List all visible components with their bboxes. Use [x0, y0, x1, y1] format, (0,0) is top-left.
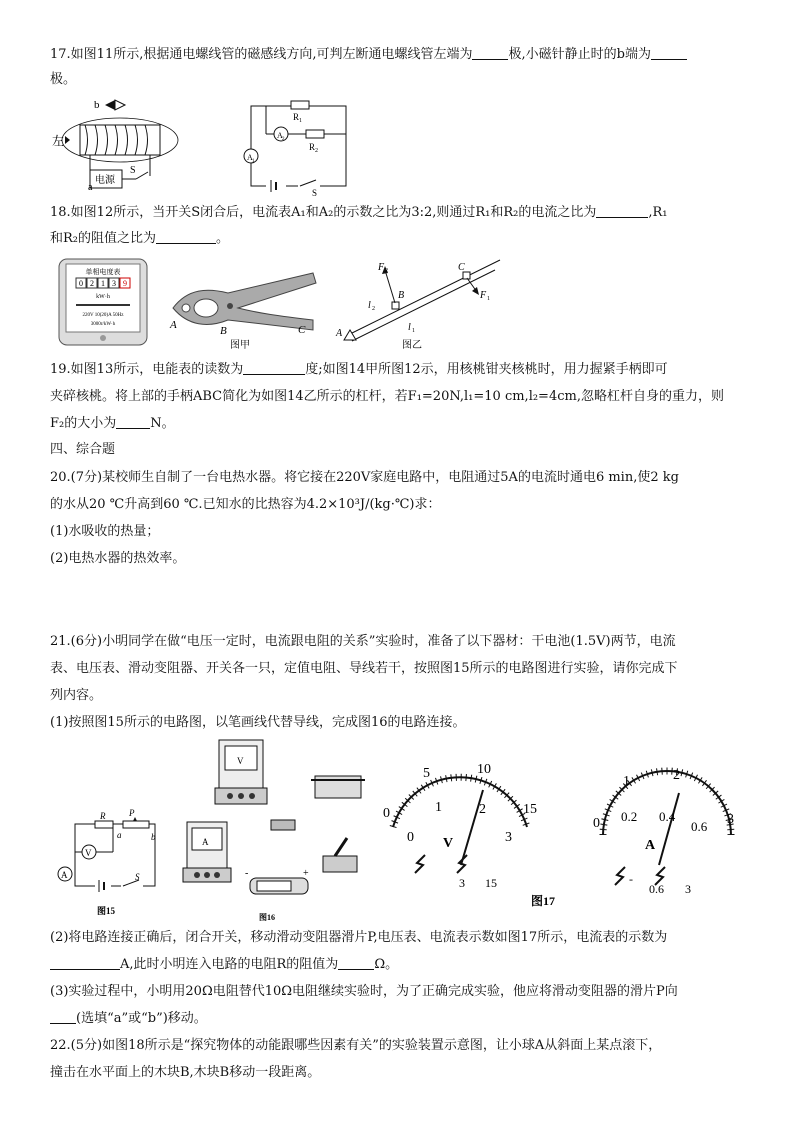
svg-text:V: V: [443, 836, 454, 851]
q20-sub2: (2)电热水器的热效率。: [50, 551, 186, 566]
q21-sub3-line2: (选填“a”或“b”)移动。: [50, 1009, 207, 1029]
svg-text:3: 3: [685, 882, 691, 896]
svg-text:10: 10: [477, 762, 491, 777]
caption-jia: 图甲: [230, 340, 250, 351]
q18-line2: 和R₂的阻值之比为 。: [50, 231, 230, 246]
svg-text:-: -: [245, 868, 249, 879]
svg-text:1: 1: [299, 118, 302, 124]
answer-blank[interactable]: [651, 45, 687, 60]
q19-line3: F₂的大小为 N。: [50, 416, 175, 431]
figure-11-solenoid: [50, 98, 170, 193]
svg-text:B: B: [220, 325, 227, 337]
svg-text:1: 1: [412, 328, 415, 334]
q21-line3: 列内容。: [50, 688, 103, 703]
svg-text:2: 2: [372, 306, 375, 312]
svg-text:S: S: [135, 872, 140, 882]
label-power: 电源: [95, 175, 115, 186]
figure-12-circuit: [236, 98, 356, 198]
label-left: 左: [52, 134, 65, 148]
answer-blank[interactable]: [50, 955, 120, 970]
svg-text:3: 3: [505, 830, 512, 845]
svg-text:0: 0: [383, 806, 390, 821]
q22-line1: 22.(5分)如图18所示是“探究物体的动能跟哪些因素有关”的实验装置示意图，让小球A从斜面上某点滚下，: [50, 1038, 662, 1053]
answer-blank[interactable]: [243, 360, 305, 375]
svg-text:2: 2: [479, 802, 486, 817]
svg-text:R: R: [100, 811, 106, 821]
svg-text:0.6: 0.6: [649, 882, 664, 896]
figure-17-voltmeter: [375, 755, 556, 908]
svg-text:3: 3: [459, 876, 465, 890]
svg-text:C: C: [458, 262, 465, 273]
svg-text:220V 10(20)A 50Hz: 220V 10(20)A 50Hz: [82, 313, 124, 318]
figure-14a-nutcracker: [168, 258, 318, 350]
svg-text:5: 5: [423, 766, 430, 781]
caption-fig17: 图17: [531, 894, 556, 908]
svg-text:0.2: 0.2: [621, 809, 638, 824]
svg-text:A: A: [277, 131, 283, 140]
svg-text:0: 0: [593, 816, 600, 831]
svg-text:15: 15: [485, 876, 497, 890]
svg-text:0: 0: [79, 279, 83, 288]
answer-blank[interactable]: [338, 955, 374, 970]
svg-text:B: B: [398, 290, 405, 301]
svg-text:R: R: [309, 142, 316, 152]
svg-text:3000r/kW·h: 3000r/kW·h: [90, 322, 116, 327]
svg-text:S: S: [312, 188, 318, 198]
svg-text:15: 15: [523, 802, 537, 817]
svg-text:A: A: [61, 870, 68, 880]
caption-fig15: 图15: [97, 906, 116, 916]
q21-sub2-line1: (2)将电路连接正确后，闭合开关，移动滑动变阻器滑片P,电压表、电流表示数如图17所示，电流表的示数为: [50, 930, 668, 945]
section-heading: 四、综合题: [50, 442, 116, 457]
svg-text:F: F: [378, 262, 385, 273]
q20-sub1: (1)水吸收的热量；: [50, 524, 160, 539]
svg-text:b: b: [151, 832, 156, 842]
svg-text:1: 1: [435, 800, 442, 815]
svg-text:1: 1: [252, 159, 255, 164]
label-a: a: [88, 182, 93, 193]
label-s: S: [130, 165, 136, 176]
svg-text:A: A: [170, 319, 177, 331]
svg-text:3: 3: [112, 279, 116, 288]
svg-text:2: 2: [385, 268, 388, 274]
meter-title: 单相电度表: [85, 268, 121, 276]
svg-text:2: 2: [315, 148, 318, 154]
caption-yi: 图乙: [402, 340, 422, 351]
svg-text:1: 1: [101, 279, 105, 288]
q20-line1: 20.(7分)某校师生自制了一台电热水器。将它接在220V家庭电路中，电阻通过5A的电流时通电6 min,使2 kg: [50, 470, 679, 485]
svg-text:A: A: [202, 837, 209, 847]
svg-text:1: 1: [487, 296, 490, 302]
svg-text:3: 3: [727, 812, 734, 827]
svg-text:R: R: [293, 112, 300, 122]
svg-text:A: A: [645, 838, 656, 853]
svg-text:A: A: [247, 153, 253, 162]
q17-line1: 17.如图11所示,根据通电螺线管的磁感线方向,可判左断通电螺线管左端为 极,小磁针静止时的b端为: [50, 45, 687, 65]
q22-line2: 撞击在水平面上的木块B,木块B移动一段距离。: [50, 1065, 321, 1080]
figure-13-energy-meter: [58, 258, 148, 346]
q21-line1: 21.(6分)小明同学在做“电压一定时，电流跟电阻的关系”实验时，准备了以下器材：干电池(1.5V)两节，电流: [50, 634, 676, 649]
svg-text:F: F: [480, 290, 487, 301]
q20-line2: 的水从20 ℃升高到60 ℃.已知水的比热容为4.2×10³J/(kg·℃)求：: [50, 497, 441, 512]
svg-text:2: 2: [673, 768, 680, 783]
q21-sub3-line1: (3)实验过程中，小明用20Ω电阻替代10Ω电阻继续实验时，为了正确完成实验，他应将滑动变阻器的滑片P向: [50, 984, 678, 999]
figure-16-apparatus: [175, 738, 375, 923]
svg-text:0.6: 0.6: [691, 819, 708, 834]
svg-text:2: 2: [90, 279, 94, 288]
q21-sub2-line2: A,此时小明连入电路的电阻R的阻值为 Ω。: [50, 955, 398, 975]
svg-text:kW·h: kW·h: [96, 294, 110, 300]
svg-text:-: -: [629, 872, 633, 886]
figure-14b-lever: [330, 258, 510, 350]
svg-text:P: P: [129, 808, 135, 818]
svg-text:C: C: [298, 324, 306, 336]
label-b: b: [94, 99, 100, 111]
answer-blank[interactable]: [156, 229, 216, 244]
svg-text:l: l: [408, 322, 411, 333]
caption-fig16: 图16: [259, 913, 275, 922]
svg-text:V: V: [237, 756, 244, 766]
figure-17-ammeter: [585, 765, 745, 895]
svg-text:l: l: [368, 300, 371, 311]
q19-line1: 19.如图13所示，电能表的读数为 度;如图14甲所图12示，用核桃钳夹核桃时，用力握紧手柄即可: [50, 362, 668, 377]
answer-blank[interactable]: [50, 1009, 76, 1024]
svg-text:0.4: 0.4: [659, 809, 676, 824]
q21-line2: 表、电压表、滑动变阻器、开关各一只，定值电阻、导线若干，按照图15所示的电路图进行实验，请你完成下: [50, 661, 678, 676]
svg-text:2: 2: [282, 137, 285, 142]
svg-text:9: 9: [123, 279, 127, 288]
answer-blank[interactable]: [596, 203, 648, 218]
q18-line1: 18.如图12所示，当开关S闭合后，电流表A₁和A₂的示数之比为3:2,则通过R₁和R₂的电流之比为 ,R₁: [50, 205, 668, 220]
svg-text:a: a: [117, 830, 122, 840]
answer-blank[interactable]: [116, 414, 150, 429]
svg-text:A: A: [336, 328, 343, 339]
svg-text:1: 1: [623, 774, 630, 789]
q19-line2: 夹碎核桃。将上部的手柄ABC简化为如图14乙所示的杠杆，若F₁=20N,l₁=10 cm,l₂=4cm,忽略杠杆自身的重力，则: [50, 389, 724, 404]
figure-15-circuit-diagram: [55, 808, 165, 920]
q21-sub1: (1)按照图15所示的电路图，以笔画线代替导线，完成图16的电路连接。: [50, 715, 466, 730]
q17-line2: 极。: [50, 72, 77, 87]
answer-blank[interactable]: [472, 45, 508, 60]
svg-text:V: V: [85, 848, 92, 858]
svg-text:0: 0: [407, 830, 414, 845]
svg-text:+: +: [303, 868, 309, 879]
